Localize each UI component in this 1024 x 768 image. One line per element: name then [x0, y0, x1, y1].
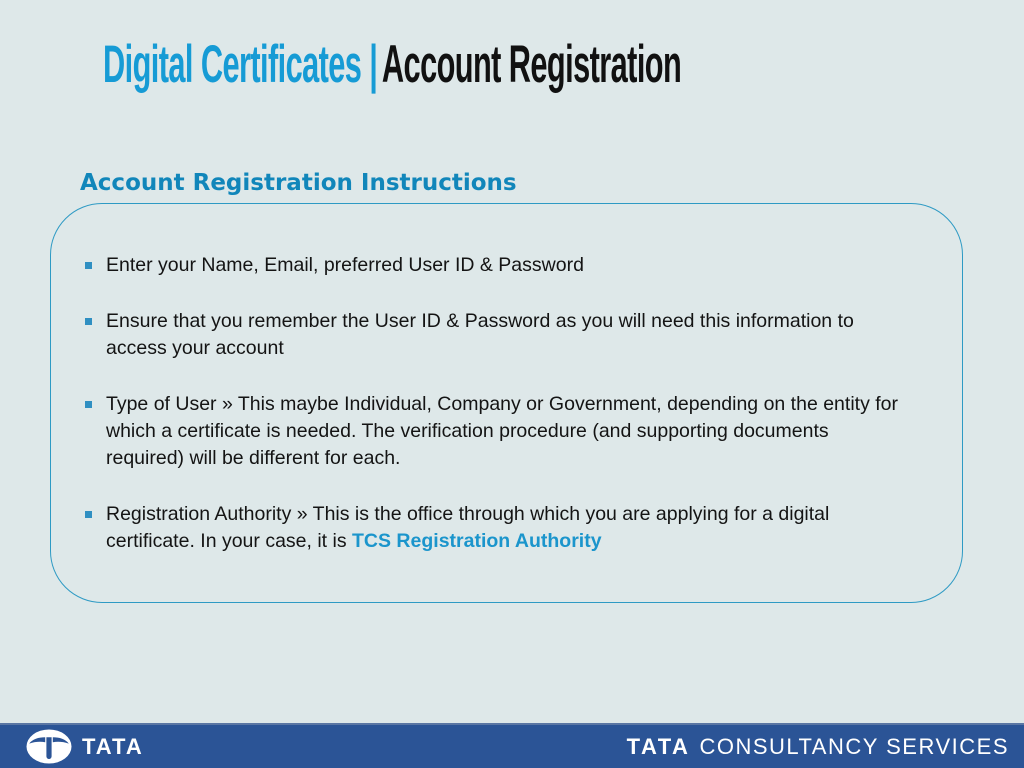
- tcs-brand-consultancy-services: CONSULTANCY SERVICES: [699, 733, 1009, 759]
- bullet-square-icon: [85, 318, 92, 325]
- list-item: [85, 252, 908, 279]
- tcs-brand-text: [627, 734, 1009, 760]
- bullet-square-icon: [85, 401, 92, 408]
- page-title-rest: Account Registration: [381, 35, 682, 94]
- footer-brand-bar: [0, 723, 1024, 768]
- tcs-brand-tata: TATA: [626, 733, 691, 759]
- list-item: [85, 391, 908, 472]
- page-title-highlight: Digital Certificates |: [103, 35, 378, 94]
- tcs-registration-authority-text: TCS Registration Authority: [352, 530, 602, 552]
- tata-oval-icon: [26, 729, 72, 764]
- tata-logo: [26, 729, 144, 764]
- list-item: [85, 501, 908, 555]
- list-item: [85, 308, 908, 362]
- section-heading: Account Registration Instructions: [80, 170, 517, 196]
- footer-inner: [0, 725, 1024, 768]
- list-item-text: Type of User » This maybe Individual, Company or Government, depending on the entity for which a certificate is needed. The verification procedure (and supporting documents required) will be different for each.: [106, 393, 898, 469]
- list-item-text: Enter your Name, Email, preferred User ID & Password: [106, 254, 584, 276]
- tata-wordmark: TATA: [82, 733, 144, 759]
- list-item-text: Ensure that you remember the User ID & Password as you will need this information to access your account: [106, 310, 854, 359]
- list-item-text: Registration Authority » This is the office through which you are applying for a digital certificate. In your case, it is: [106, 503, 830, 552]
- bullet-square-icon: [85, 262, 92, 269]
- page-title: [103, 35, 682, 94]
- instructions-list: [51, 204, 962, 555]
- bullet-square-icon: [85, 511, 92, 518]
- instructions-box: [50, 203, 963, 603]
